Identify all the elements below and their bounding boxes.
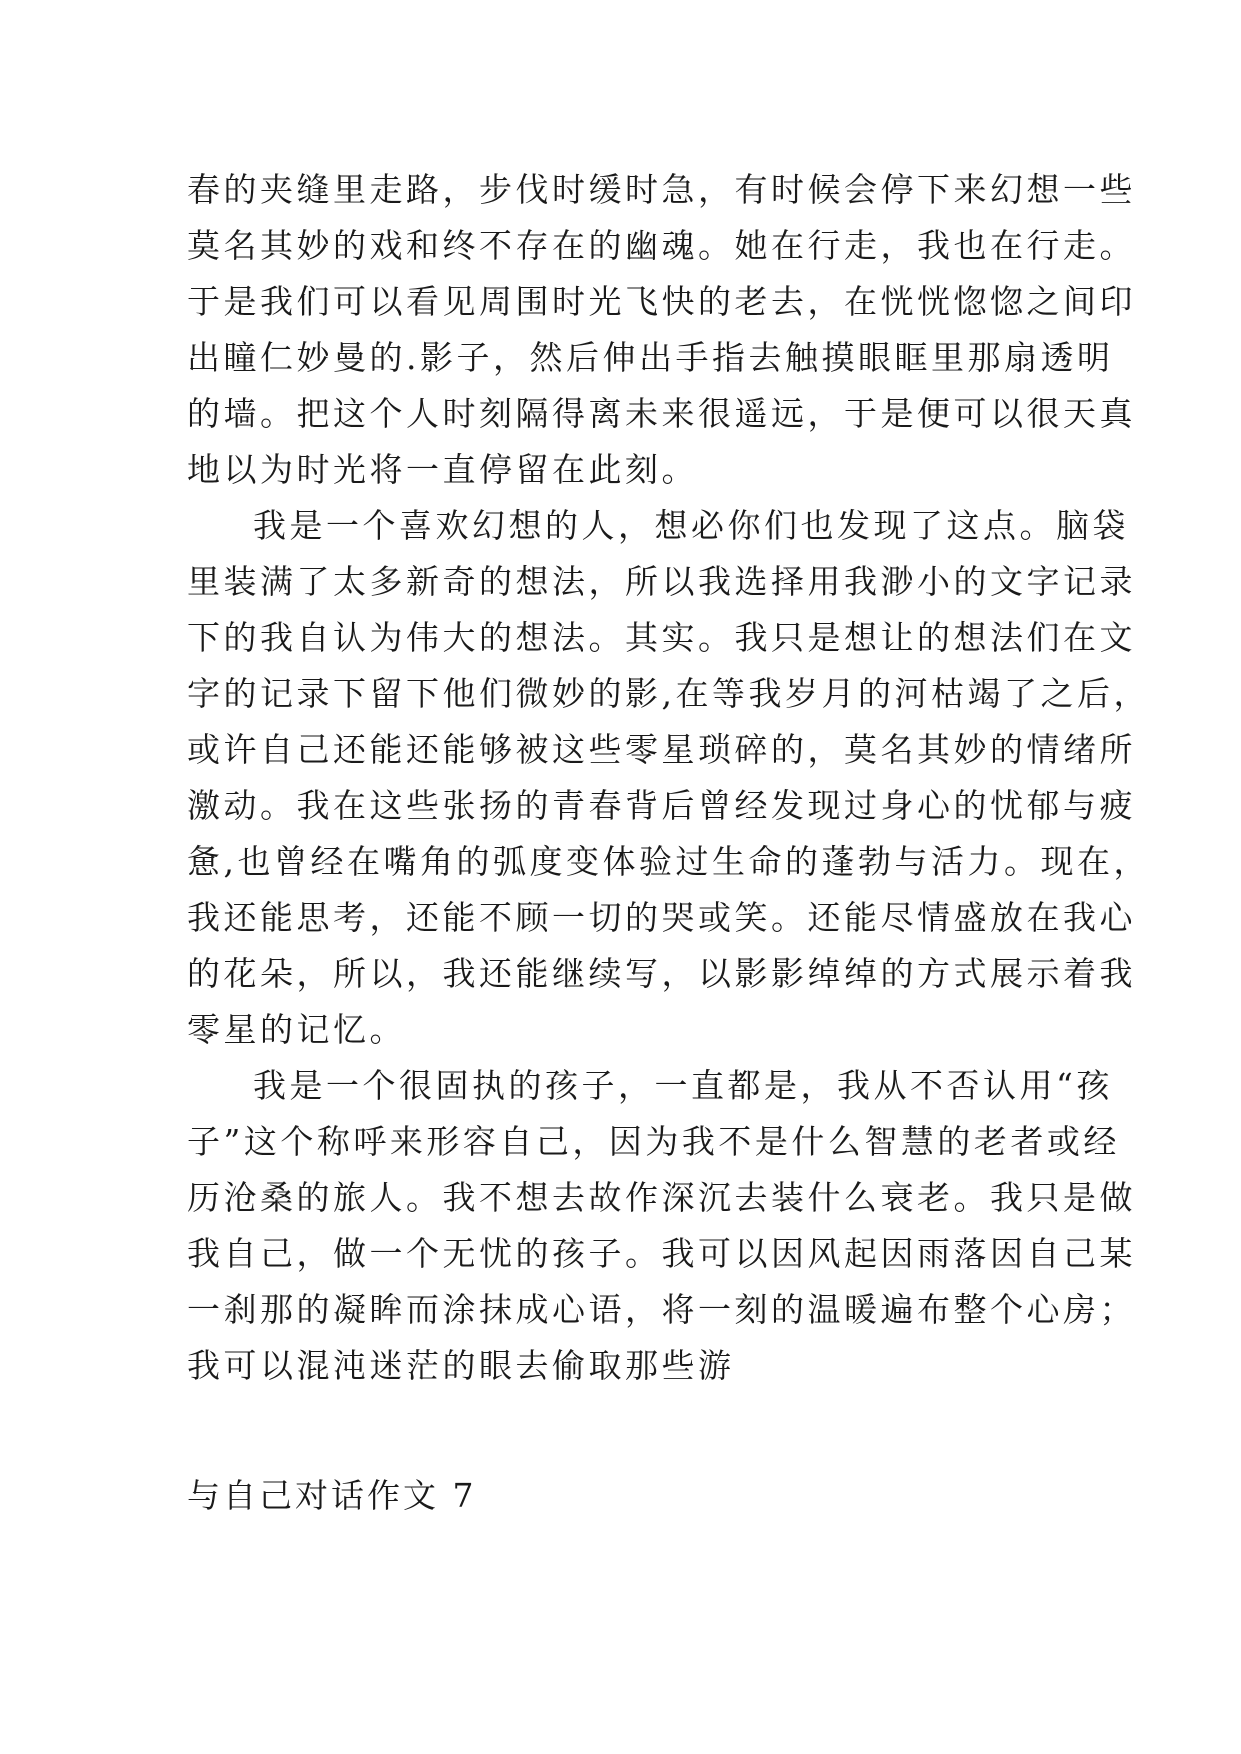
text-line: 莫名其妙的戏和终不存在的幽魂。她在行走，我也在行走。 <box>187 226 1136 265</box>
text-line: 下的我自认为伟大的想法。其实。我只是想让的想法们在文 <box>187 618 1136 657</box>
text-line: 或许自己还能还能够被这些零星琐碎的，莫名其妙的情绪所 <box>187 730 1136 769</box>
text-line: 我可以混沌迷茫的眼去偷取那些游 <box>187 1346 735 1385</box>
paragraph-3 <box>187 1058 1136 1394</box>
text-line: 子”这个称呼来形容自己，因为我不是什么智慧的老者或经 <box>187 1122 1120 1161</box>
section-heading: 与自己对话作文 7 <box>187 1476 477 1515</box>
text-line: 的花朵，所以，我还能继续写，以影影绰绰的方式展示着我 <box>187 954 1136 993</box>
text-line: 一刹那的凝眸而涂抹成心语，将一刻的温暖遍布整个心房； <box>187 1290 1136 1329</box>
text-line: 惫,也曾经在嘴角的弧度变体验过生命的蓬勃与活力。现在， <box>187 842 1150 881</box>
paragraph-1 <box>187 162 1136 498</box>
text-line: 的墙。把这个人时刻隔得离未来很遥远，于是便可以很天真 <box>187 394 1136 433</box>
text-line: 我自己，做一个无忧的孩子。我可以因风起因雨落因自己某 <box>187 1234 1136 1273</box>
text-line: 里装满了太多新奇的想法，所以我选择用我渺小的文字记录 <box>187 562 1136 601</box>
paragraph-2 <box>187 498 1150 1058</box>
document-body <box>187 162 1150 1394</box>
text-line: 地以为时光将一直停留在此刻。 <box>187 450 698 489</box>
text-line: 字的记录下留下他们微妙的影,在等我岁月的河枯竭了之后， <box>187 674 1150 713</box>
text-line: 历沧桑的旅人。我不想去故作深沉去装什么衰老。我只是做 <box>187 1178 1136 1217</box>
text-line: 春的夹缝里走路，步伐时缓时急，有时候会停下来幻想一些 <box>187 170 1136 209</box>
text-line: 激动。我在这些张扬的青春背后曾经发现过身心的忧郁与疲 <box>187 786 1136 825</box>
text-line: 我是一个很固执的孩子，一直都是，我从不否认用“孩 <box>253 1066 1113 1105</box>
text-line: 我还能思考，还能不顾一切的哭或笑。还能尽情盛放在我心 <box>187 898 1136 937</box>
text-line: 零星的记忆。 <box>187 1010 406 1049</box>
text-line: 出瞳仁妙曼的.影子，然后伸出手指去触摸眼眶里那扇透明 <box>187 338 1114 377</box>
text-line: 我是一个喜欢幻想的人，想必你们也发现了这点。脑袋 <box>253 506 1129 545</box>
text-line: 于是我们可以看见周围时光飞快的老去，在恍恍惚惚之间印 <box>187 282 1136 321</box>
